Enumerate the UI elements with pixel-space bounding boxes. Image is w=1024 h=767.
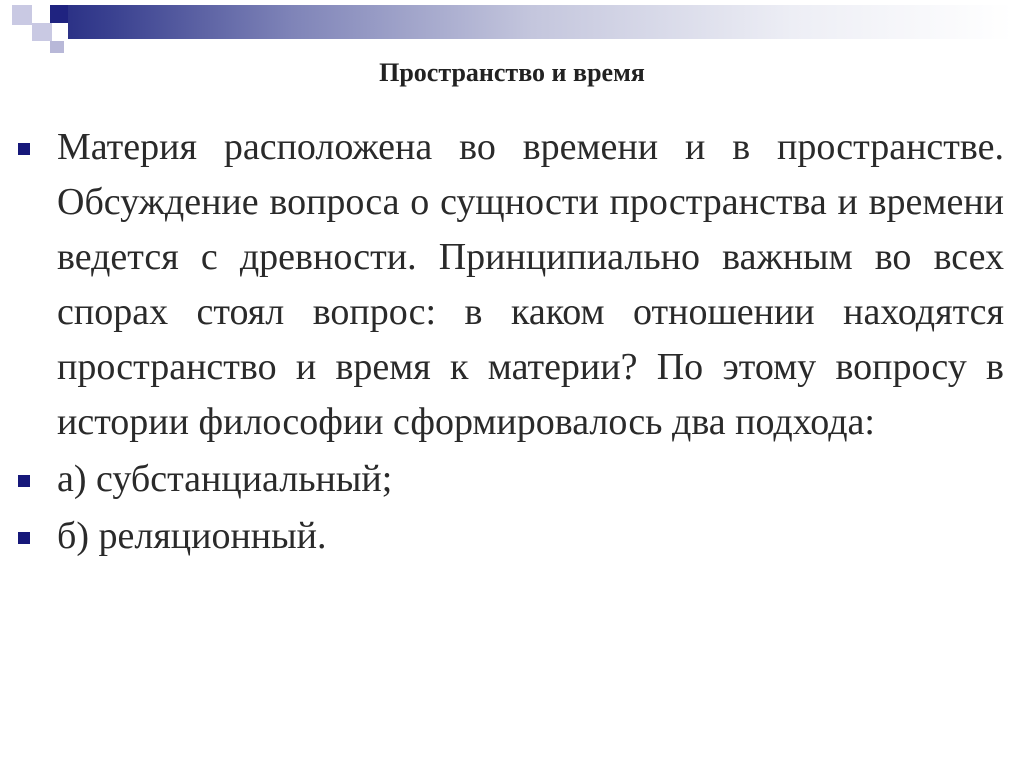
decor-square bbox=[50, 41, 64, 53]
list-item bbox=[18, 452, 1004, 507]
bullet-list bbox=[18, 120, 1004, 566]
decor-square bbox=[52, 23, 68, 39]
bullet-text: а) субстанциальный; bbox=[57, 458, 393, 500]
square-bullet-icon bbox=[18, 475, 30, 487]
list-item bbox=[18, 509, 1004, 564]
square-bullet-icon bbox=[18, 532, 30, 544]
square-bullet-icon bbox=[18, 143, 30, 155]
decor-square bbox=[32, 23, 52, 41]
decor-square bbox=[12, 25, 32, 43]
decor-square bbox=[32, 41, 48, 55]
decor-square bbox=[12, 5, 32, 25]
list-item bbox=[18, 120, 1004, 450]
header-gradient-bar bbox=[12, 5, 1013, 39]
decor-square bbox=[32, 5, 50, 23]
slide-title: Пространство и время bbox=[379, 58, 645, 87]
bullet-text: б) реляционный. bbox=[57, 515, 327, 557]
bullet-text: Материя расположена во времени и в пространстве. Обсуждение вопроса о сущности пространства и времени ведется с древности. Принципиально важным во всех спорах стоял вопрос: в каком отношении находятся пространство и время к материи? По этому вопросу в истории философии сформировалось два подхода: bbox=[57, 126, 1004, 443]
decor-square bbox=[50, 5, 68, 23]
